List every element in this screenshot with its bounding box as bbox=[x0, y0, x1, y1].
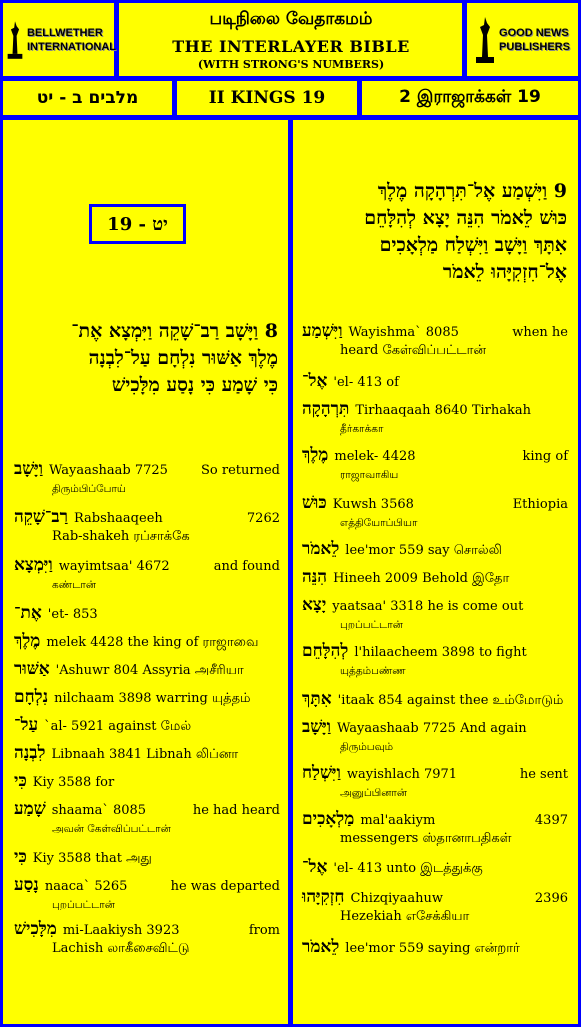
gloss-part: lee'mor 559 say சொல்லி bbox=[345, 543, 502, 558]
word-gloss bbox=[46, 634, 280, 652]
hebrew-word: מַלְאָכִים bbox=[302, 809, 355, 829]
hebrew-word: לֵאמֹר bbox=[302, 937, 340, 957]
gloss-part: mal'aakiym bbox=[360, 813, 436, 828]
word-gloss bbox=[51, 746, 280, 764]
tamil-gloss: புறப்பட்டான் bbox=[52, 899, 115, 911]
word-gloss bbox=[45, 878, 280, 896]
gloss-part: yaatsaa' 3318 he is come out bbox=[332, 599, 524, 614]
tamil-gloss: தீர்காக்கா bbox=[340, 423, 384, 435]
tamil-gloss: கண்டான் bbox=[52, 579, 97, 591]
verse8-line: 8 וַיָּשָׁב רַב־שָׁקֵה וַיִּמְצָא אֶת־ bbox=[71, 320, 278, 342]
word-entry bbox=[14, 508, 280, 546]
left-logo-line2: INTERNATIONAL bbox=[26, 41, 116, 53]
gloss-part: wayimtsaa' 4672 bbox=[58, 559, 170, 574]
nav-tamil: 2 இராஜாக்கள் 19 bbox=[399, 87, 541, 107]
gloss-part: l'hilaacheem 3898 to fight bbox=[354, 645, 527, 660]
word-gloss bbox=[355, 402, 568, 420]
gloss-part: 'itaak 854 against thee உம்மோடும் bbox=[337, 693, 564, 708]
gloss-part: 2396 bbox=[534, 891, 568, 906]
word-entry bbox=[302, 322, 568, 360]
word-entry bbox=[302, 718, 568, 756]
tamil-gloss: யுத்தம்பண்ண bbox=[340, 665, 406, 677]
verse9-hebrew bbox=[297, 178, 567, 286]
gloss-part: Kiy 3588 that அது bbox=[32, 851, 152, 866]
hebrew-word: כִּי bbox=[14, 771, 27, 791]
verse9-line: 9 וַיִּשְׁמַע אֶל־תִּרְהָקָה מֶלֶךְ bbox=[377, 180, 567, 202]
verse9-line: אֶל־חִזְקִיָּהוּ לֵאמֹר bbox=[442, 261, 567, 283]
good-news-logo bbox=[467, 6, 577, 74]
chapter-box: 19 - יט bbox=[89, 204, 186, 244]
word-gloss bbox=[338, 692, 568, 710]
hebrew-word: וַיָּשָׁב bbox=[14, 459, 44, 479]
left-logo-line1: BELLWETHER bbox=[26, 27, 103, 39]
gloss-part: 'et- 853 bbox=[47, 607, 98, 622]
word-gloss bbox=[63, 922, 280, 940]
gloss-part: mi-Laakiysh 3923 bbox=[62, 923, 180, 938]
hebrew-word: אַשּׁוּר bbox=[14, 659, 50, 679]
word-gloss bbox=[74, 510, 280, 528]
gloss-part: king of bbox=[522, 449, 568, 464]
verse9-line: אִתָּךְ וַיָּשָׁב וַיִּשְׁלַח מַלְאָכִים bbox=[379, 234, 567, 256]
hebrew-word: נָסַע bbox=[14, 875, 39, 895]
word-gloss bbox=[334, 448, 568, 466]
word-gloss bbox=[56, 662, 280, 680]
word-entry bbox=[14, 556, 280, 594]
gloss-part: shaama` 8085 bbox=[51, 803, 147, 818]
gloss-part: Tirhaaqaah 8640 Tirhakah bbox=[355, 403, 532, 418]
word-entry bbox=[14, 876, 280, 914]
gloss-part: Kuwsh 3568 bbox=[332, 497, 414, 512]
word-entry bbox=[302, 764, 568, 802]
word-gloss bbox=[333, 374, 568, 392]
word-gloss bbox=[333, 860, 568, 878]
title-subtitle: (WITH STRONG'S NUMBERS) bbox=[197, 58, 385, 71]
tamil-gloss: அவன் கேள்விப்பட்டான் bbox=[52, 823, 171, 835]
tamil-gloss: எத்தியோப்பியா bbox=[340, 517, 418, 529]
hebrew-word: תִּרְהָקָה bbox=[302, 399, 350, 419]
gloss-part: So returned bbox=[201, 463, 280, 478]
word-gloss bbox=[337, 720, 568, 738]
gloss-part: naaca` 5265 bbox=[44, 879, 128, 894]
hebrew-word: רַב־שָׁקֵה bbox=[14, 507, 68, 527]
gloss-part: 'Ashuwr 804 Assyria அசீரியா bbox=[55, 663, 244, 678]
hebrew-word: שָׁמַע bbox=[14, 799, 46, 819]
hebrew-word: לֵאמֹר bbox=[302, 539, 340, 559]
gloss-part: wayishlach 7971 bbox=[346, 767, 458, 782]
right-logo-line2: PUBLISHERS bbox=[499, 41, 570, 53]
word-entry bbox=[14, 848, 280, 868]
hebrew-word: מֶלֶךְ bbox=[14, 631, 41, 651]
word-gloss bbox=[44, 718, 280, 736]
hebrew-word: וַיִּשְׁמַע bbox=[302, 321, 343, 341]
word-entry bbox=[302, 372, 568, 392]
tamil-gloss: திரும்பிப்போய் bbox=[52, 483, 126, 495]
word-gloss bbox=[333, 496, 568, 514]
nav-english: II KINGS 19 bbox=[208, 88, 326, 108]
tamil-gloss: அனுப்பினான் bbox=[340, 787, 408, 799]
gloss-part: and found bbox=[213, 559, 280, 574]
hebrew-word: אֶת־ bbox=[14, 603, 42, 623]
gloss-part: from bbox=[248, 923, 280, 938]
word-entry bbox=[14, 460, 280, 498]
gloss-part: nilchaam 3898 warring யுத்தம் bbox=[54, 691, 251, 706]
hebrew-word: וַיָּשָׁב bbox=[302, 717, 332, 737]
tamil-gloss: புறப்பட்டான் bbox=[340, 619, 403, 631]
verse9-line: כּוּשׁ לֵאמֹר הִנֵּה יָצָא לְהִלָּחֵם bbox=[364, 207, 567, 229]
gloss-part: Rabshaaqeeh bbox=[73, 511, 163, 526]
word-gloss bbox=[345, 542, 568, 560]
gloss-part: Wayaashaab 7725 And again bbox=[337, 721, 527, 736]
word-entry bbox=[14, 660, 280, 680]
word-gloss bbox=[354, 644, 568, 662]
gloss-part: 'el- 413 unto இடத்துக்கு bbox=[333, 861, 483, 876]
hebrew-word: כִּי bbox=[14, 847, 27, 867]
word-gloss bbox=[333, 570, 568, 588]
gloss-continuation: Rab-shakeh ரப்சாக்கே bbox=[52, 529, 190, 544]
verse8-hebrew bbox=[8, 318, 278, 399]
gloss-part: `al- 5921 against மேல் bbox=[44, 719, 192, 734]
word-entry bbox=[14, 800, 280, 838]
word-entry bbox=[302, 938, 568, 958]
title-tamil: படிநிலை வேதாகமம் bbox=[209, 9, 373, 29]
word-gloss bbox=[48, 606, 280, 624]
word-entry bbox=[302, 642, 568, 680]
gloss-part: he sent bbox=[519, 767, 568, 782]
word-gloss bbox=[59, 558, 280, 576]
gloss-part: Chizqiyaahuw bbox=[350, 891, 444, 906]
gloss-part: 'el- 413 of bbox=[333, 375, 399, 390]
column-divider bbox=[288, 118, 293, 1027]
hebrew-word: הִנֵּה bbox=[302, 567, 328, 587]
hebrew-word: וַיִּשְׁלַח bbox=[302, 763, 341, 783]
hebrew-word: וַיִּמְצָא bbox=[14, 555, 53, 575]
hebrew-word: לִבְנָה bbox=[14, 743, 46, 763]
gloss-part: melek 4428 the king of ராஜாவை bbox=[46, 635, 259, 650]
word-entry bbox=[14, 632, 280, 652]
gloss-part: Kiy 3588 for bbox=[32, 775, 115, 790]
word-entry bbox=[302, 810, 568, 848]
gloss-part: Libnaah 3841 Libnah லிப்னா bbox=[51, 747, 239, 762]
statue-icon bbox=[6, 15, 24, 65]
title-english: THE INTERLAYER BIBLE bbox=[172, 37, 410, 56]
word-gloss bbox=[332, 598, 568, 616]
gloss-part: Hineeh 2009 Behold இதோ bbox=[333, 571, 510, 586]
statue-icon bbox=[474, 15, 496, 65]
word-gloss bbox=[360, 812, 568, 830]
gloss-part: lee'mor 559 saying என்றார் bbox=[345, 941, 520, 956]
word-gloss bbox=[349, 324, 568, 342]
gloss-continuation: Hezekiah எசேக்கியா bbox=[340, 909, 470, 924]
word-gloss bbox=[347, 766, 568, 784]
word-entry bbox=[302, 540, 568, 560]
hebrew-word: כּוּשׁ bbox=[302, 493, 327, 513]
word-entry bbox=[302, 494, 568, 532]
gloss-part: Wayaashaab 7725 bbox=[49, 463, 168, 478]
gloss-part: 7262 bbox=[246, 511, 280, 526]
hebrew-word: לְהִלָּחֵם bbox=[302, 641, 349, 661]
nav-hebrew: מלבים ב - יט bbox=[36, 88, 139, 108]
word-gloss bbox=[49, 462, 280, 480]
word-gloss bbox=[54, 690, 280, 708]
right-logo-line1: GOOD NEWS bbox=[499, 27, 569, 39]
word-entry bbox=[14, 604, 280, 624]
word-entry bbox=[302, 888, 568, 926]
gloss-continuation: heard கேள்விப்பட்டான் bbox=[340, 343, 486, 358]
hebrew-word: אֶל־ bbox=[302, 371, 328, 391]
gloss-continuation: messengers ஸ்தானாபதிகள் bbox=[340, 831, 512, 846]
word-entry bbox=[302, 446, 568, 484]
gloss-part: he was departed bbox=[170, 879, 280, 894]
word-gloss bbox=[52, 802, 280, 820]
word-entry bbox=[14, 688, 280, 708]
gloss-part: Ethiopia bbox=[512, 497, 568, 512]
word-entry bbox=[302, 568, 568, 588]
hebrew-word: אֶל־ bbox=[302, 857, 328, 877]
bellwether-logo bbox=[6, 6, 116, 74]
hebrew-word: אִתָּךְ bbox=[302, 689, 332, 709]
gloss-part: melek- 4428 bbox=[334, 449, 416, 464]
hebrew-word: מֶלֶךְ bbox=[302, 445, 329, 465]
word-entry bbox=[14, 920, 280, 958]
word-gloss bbox=[33, 850, 280, 868]
word-entry bbox=[14, 772, 280, 792]
word-gloss bbox=[33, 774, 280, 792]
gloss-part: he had heard bbox=[192, 803, 280, 818]
word-entry bbox=[14, 744, 280, 764]
word-gloss bbox=[345, 940, 568, 958]
hebrew-word: עַל־ bbox=[14, 715, 39, 735]
gloss-part: Wayishma` 8085 bbox=[348, 325, 459, 340]
gloss-part: when he bbox=[512, 325, 568, 340]
hebrew-word: חִזְקִיָּהוּ bbox=[302, 887, 345, 907]
gloss-continuation: Lachish லாகீசைவிட்டு bbox=[52, 941, 190, 956]
gloss-part: 4397 bbox=[534, 813, 568, 828]
word-entry bbox=[302, 690, 568, 710]
hebrew-word: נִלְחָם bbox=[14, 687, 49, 707]
tamil-gloss: ராஜாவாகிய bbox=[340, 469, 399, 481]
word-entry bbox=[302, 400, 568, 438]
tamil-gloss: திரும்பவும் bbox=[340, 741, 394, 753]
verse8-line: מֶלֶךְ אַשּׁוּר נִלְחָם עַל־לִבְנָה bbox=[88, 347, 278, 369]
hebrew-word: מִלָּכִישׁ bbox=[14, 919, 57, 939]
word-entry bbox=[14, 716, 280, 736]
word-gloss bbox=[350, 890, 568, 908]
word-entry bbox=[302, 596, 568, 634]
word-entry bbox=[302, 858, 568, 878]
hebrew-word: יָצָא bbox=[302, 595, 327, 615]
verse8-line: כִּי שָׁמַע כִּי נָסַע מִלָּכִישׁ bbox=[111, 374, 278, 396]
